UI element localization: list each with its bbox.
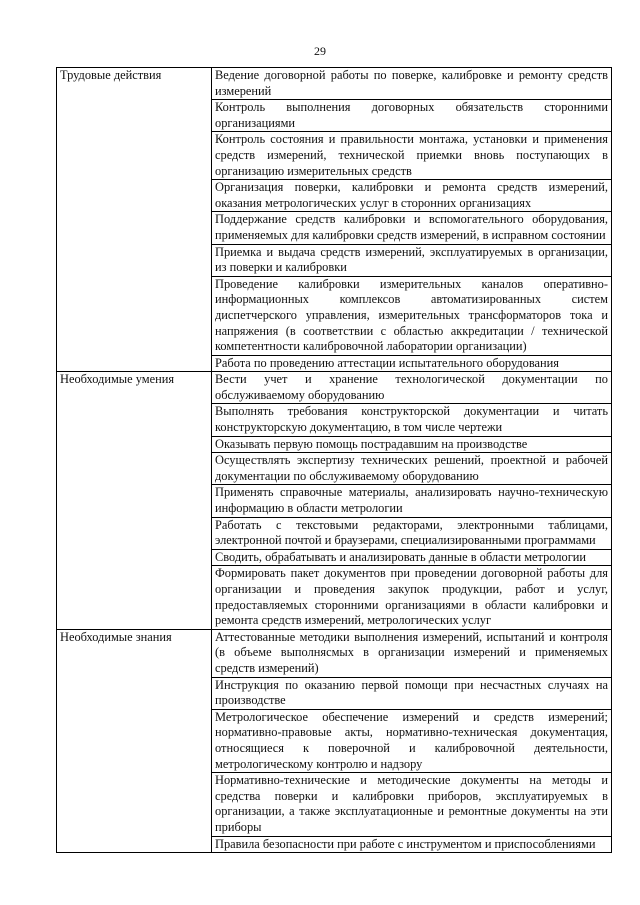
table-cell: Метрологическое обеспечение измерений и средств измерений; нормативно-правовые акты, нормативно-техническая документация, относящиеся к поверочной и калибровочной деятельности, метрологическому контролю и надзору xyxy=(212,709,612,772)
table-row xyxy=(57,372,612,404)
table-row xyxy=(57,629,612,677)
table-cell: Вести учет и хранение технологической документации по обслуживаемому оборудованию xyxy=(212,372,612,404)
table-cell: Оказывать первую помощь пострадавшим на производстве xyxy=(212,436,612,453)
row-label-required-knowledge: Необходимые знания xyxy=(57,629,212,852)
table-cell: Выполнять требования конструкторской документации и читать конструкторскую документацию, в том числе чертежи xyxy=(212,404,612,436)
table-cell: Ведение договорной работы по поверке, калибровке и ремонту средств измерений xyxy=(212,68,612,100)
table-cell: Приемка и выдача средств измерений, эксплуатируемых в организации, из поверки и калибровки xyxy=(212,244,612,276)
table-cell: Формировать пакет документов при проведении договорной работы для организации и проведения закупок продукции, работ и услуг, предоставляемых сторонними организациями в области калибровки и ремонта средств измерений, метрологических услуг xyxy=(212,566,612,629)
competency-table xyxy=(56,67,612,853)
table-cell: Поддержание средств калибровки и вспомогательного оборудования, применяемых для калибровки средств измерений, в исправном состоянии xyxy=(212,212,612,244)
row-label-required-skills: Необходимые умения xyxy=(57,372,212,630)
table-cell: Работа по проведению аттестации испытательного оборудования xyxy=(212,355,612,372)
table-cell: Контроль выполнения договорных обязательств сторонними организациями xyxy=(212,100,612,132)
table-cell: Проведение калибровки измерительных каналов оперативно-информационных комплексов автоматизированных систем диспетчерского управления, измерительных трансформаторов тока и напряжения (в соответствии с областью аккредитации / технической компетентности калибровочной лаборатории организации) xyxy=(212,276,612,355)
page-number: 29 xyxy=(314,44,326,58)
table-cell: Работать с текстовыми редакторами, электронными таблицами, электронной почтой и браузерами, специализированными программами xyxy=(212,517,612,549)
table-cell: Применять справочные материалы, анализировать научно-техническую информацию в области метрологии xyxy=(212,485,612,517)
table-cell: Осуществлять экспертизу технических решений, проектной и рабочей документации по обслуживаемому оборудованию xyxy=(212,453,612,485)
table-cell: Аттестованные методики выполнения измерений, испытаний и контроля (в объеме выполнясмых в организации измерений и применяемых средств измерений) xyxy=(212,629,612,677)
table-cell: Нормативно-технические и методические документы на методы и средства поверки и калибровки приборов, эксплуатируемых в организации, а также эксплуатационные и ремонтные документы на эти приборы xyxy=(212,773,612,836)
table-cell: Контроль состояния и правильности монтажа, установки и применения средств измерений, технической приемки вновь поступающих в организацию измерительных средств xyxy=(212,132,612,180)
row-label-labor-actions: Трудовые действия xyxy=(57,68,212,372)
table-cell: Сводить, обрабатывать и анализировать данные в области метрологии xyxy=(212,549,612,566)
table-cell: Инструкция по оказанию первой помощи при несчастных случаях на производстве xyxy=(212,677,612,709)
table-cell: Организация поверки, калибровки и ремонта средств измерений, оказания метрологических услуг в сторонних организациях xyxy=(212,180,612,212)
table-row xyxy=(57,68,612,100)
table-cell: Правила безопасности при работе с инструментом и приспособлениями xyxy=(212,836,612,853)
